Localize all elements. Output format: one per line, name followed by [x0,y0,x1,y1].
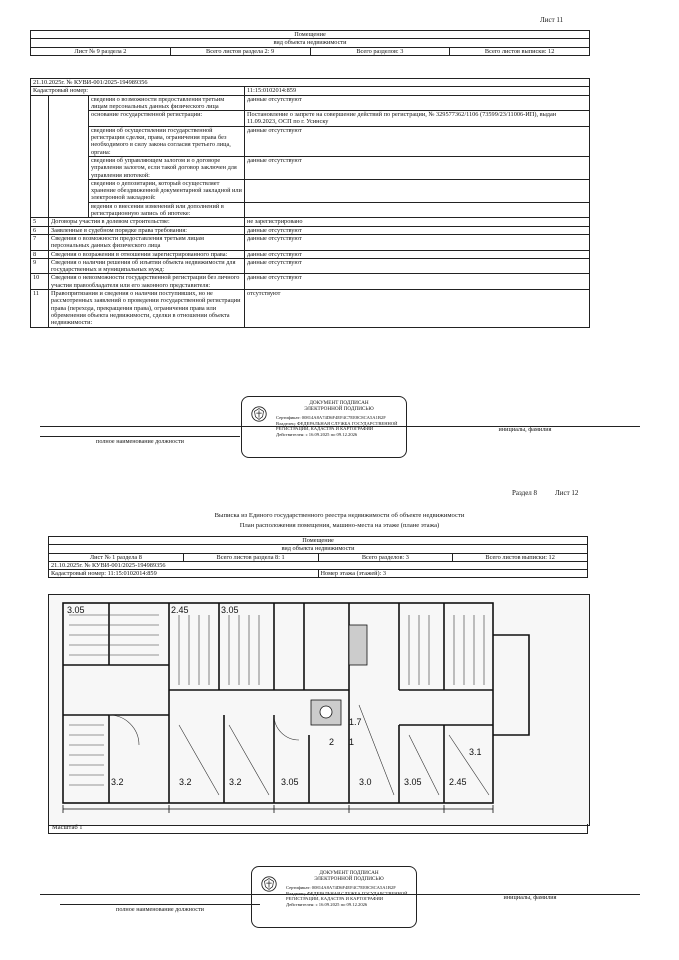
floor-number: Номер этажа (этажей): 3 [318,570,588,578]
row-value: не зарегистрировано [245,218,590,226]
sub-row [31,95,590,111]
object-type-subtitle: вид объекта недвижимости [49,545,588,553]
row-number: 7 [31,234,49,250]
sub-row-value: Постановление о запрете на совершение действий по регистрации, № 329577362/1106 (73599/23/11006-ИП), выдан 11.09.2023, ОСП по г. Усинску [245,111,590,127]
object-type-title: Помещение [31,31,590,39]
stamp-owner-cont: РЕГИСТРАЦИИ, КАДАСТРА И КАРТОГРАФИИ [276,426,374,431]
table-row [31,226,590,234]
row-value: данные отсутствуют [245,250,590,258]
row-value: данные отсутствуют [245,274,590,290]
signature-stamp [241,396,407,458]
row-number: 8 [31,250,49,258]
total-section-sheets: Всего листов раздела 8: 1 [183,553,318,561]
row-number [31,95,49,218]
plan-dimension-label: 3.0 [359,777,372,787]
sub-row-label: основание государственной регистрации: [89,111,245,127]
sheet-section: Лист № 9 раздела 2 [31,47,171,55]
sub-row-value: данные отсутствуют [245,126,590,156]
total-sections: Всего разделов: 3 [310,47,450,55]
plan-dimension-label: 1 [349,737,355,747]
row-number: 6 [31,226,49,234]
total-sections: Всего разделов: 3 [318,553,453,561]
sheet-section: Лист № 1 раздела 8 [49,553,184,561]
signature-position-label: полное наименование должности [40,436,240,445]
signature-position-label: полное наименование должности [60,904,260,913]
row-label: Сведения о наличии решения об изъятии объекта недвижимости для государственных и муниципальных нужд: [49,258,245,274]
stamp-validity: Действителен: с 16.09.2025 по 09.12.2026 [276,431,358,437]
total-section-sheets: Всего листов раздела 2: 9 [170,47,310,55]
row-value: данные отсутствуют [245,258,590,274]
sheet-label: Лист 12 [555,489,579,497]
floor-plan [48,594,590,826]
table-row [31,234,590,250]
sub-row-label: сведения об управляющем залогом и о договоре управления залогом, если такой договор заключен для управления ипотекой: [89,156,245,179]
stamp-title: ДОКУМЕНТ ПОДПИСАН [309,400,369,406]
stamp-certificate: Сертификат: 00814A8A74D6F4EF4C7EE8C8CA5A1B2F [276,415,386,420]
row-value: данные отсутствуют [245,234,590,250]
stamp-owner: Владелец: ФЕДЕРАЛЬНАЯ СЛУЖБА ГОСУДАРСТВЕННОЙ [286,890,408,896]
header-table [30,30,590,56]
row-value: отсутствуют [245,290,590,327]
group-cell [49,95,89,218]
sub-row-label: ведения о внесении изменений или дополнений в регистрационную запись об ипотеке: [89,202,245,218]
stamp-owner-cont: РЕГИСТРАЦИИ, КАДАСТРА И КАРТОГРАФИИ [286,896,384,901]
row-label: Заявленные в судебном порядке права требования: [49,226,245,234]
plan-dimension-label: 3.1 [469,747,482,757]
page-sheet-12 [0,482,679,960]
sub-row [31,156,590,179]
stamp-certificate: Сертификат: 00814A8A74D6F4EF4C7EE8C8CA5A1B2F [286,885,396,890]
object-type-title: Помещение [49,537,588,545]
sheet-label: Лист 11 [540,16,564,24]
cadastral-value: 11:15:0102014:859 [245,87,590,95]
row-label: Сведения о возражении в отношении зарегистрированного права: [49,250,245,258]
date-number: 21.10.2025г. № КУВИ-001/2025-194989356 [31,79,590,87]
details-table [30,78,590,328]
table-row [31,274,590,290]
section-label: Раздел 8 [512,489,538,497]
stamp-validity: Действителен: с 16.09.2025 по 09.12.2026 [286,901,368,907]
sub-row [31,179,590,202]
stamp-subtitle: ЭЛЕКТРОННОЙ ПОДПИСЬЮ [304,405,374,412]
stamp-title: ДОКУМЕНТ ПОДПИСАН [319,870,379,876]
row-value: данные отсутствуют [245,226,590,234]
sub-row-label: сведения о возможности предоставления третьим лицам персональных данных физического лица [89,95,245,111]
sub-row-value [245,179,590,202]
plan-dimension-label: 2 [329,737,335,747]
plan-dimension-label: 3.2 [229,777,242,787]
sub-row-value: данные отсутствуют [245,156,590,179]
signature-name-label: инициалы, фамилия [498,426,552,433]
plan-dimension-label: 3.05 [67,605,85,615]
date-number: 21.10.2025г. № КУВИ-001/2025-194989356 [49,561,588,569]
sub-row-value: данные отсутствуют [245,95,590,111]
plan-dimension-label: 1.7 [349,717,362,727]
row-label: Договоры участия в долевом строительстве: [49,218,245,226]
table-row [31,250,590,258]
sub-row [31,111,590,127]
emblem-icon [250,405,268,423]
row-label: Сведения о возможности предоставления третьим лицам персональных данных физического лица [49,234,245,250]
plan-dimension-label: 2.45 [449,777,467,787]
stamp-owner: Владелец: ФЕДЕРАЛЬНАЯ СЛУЖБА ГОСУДАРСТВЕННОЙ [276,420,398,426]
cadastral-label: Кадастровый номер: [31,87,245,95]
total-extract-sheets: Всего листов выписки: 12 [450,47,590,55]
plan-dimension-label: 3.2 [179,777,192,787]
scale-label: Масштаб 1 [48,824,588,834]
signature-stamp [251,866,417,928]
table-row [31,290,590,327]
row-number: 10 [31,274,49,290]
signature-name-label: инициалы, фамилия [503,894,557,901]
sub-row-value [245,202,590,218]
plan-dimension-label: 3.05 [221,605,239,615]
stamp-subtitle: ЭЛЕКТРОННОЙ ПОДПИСЬЮ [314,875,384,882]
header-table [48,536,588,578]
table-row [31,218,590,226]
row-number: 11 [31,290,49,327]
total-extract-sheets: Всего листов выписки: 12 [453,553,588,561]
plan-dimension-label: 3.05 [404,777,422,787]
plan-dimension-label: 3.2 [111,777,124,787]
row-number: 9 [31,258,49,274]
sub-row-label: сведения об осуществлении государственной регистрации сделки, права, ограничения права без необходимого в силу закона согласия третьего лица, органа: [89,126,245,156]
row-number: 5 [31,218,49,226]
document-title: Выписка из Единого государственного реестра недвижимости об объекте недвижимости [214,512,465,519]
table-row [31,258,590,274]
floor-plan-drawing [49,595,589,825]
plan-dimension-label: 2.45 [171,605,189,615]
sub-row-label: сведения о депозитарии, который осуществляет хранение обездвиженной документарной закладной или электронной закладной: [89,179,245,202]
row-label: Правопритязания и сведения о наличии поступивших, но не рассмотренных заявлений о проведении государственной регистрации права (перехода, прекращения права), ограничения права или обременения объекта недвижимости, сделки в отношении объекта недвижимости: [49,290,245,327]
object-type-subtitle: вид объекта недвижимости [31,39,590,47]
row-label: Сведения о невозможности государственной регистрации без личного участия правообладателя или его законного представителя: [49,274,245,290]
sub-row [31,126,590,156]
sub-row [31,202,590,218]
emblem-icon [260,875,278,893]
cadastral-number: Кадастровый номер: 11:15:0102014:859 [49,570,319,578]
document-subtitle: План расположения помещения, машино-места на этаже (плане этажа) [239,522,440,529]
plan-dimension-label: 3.05 [281,777,299,787]
